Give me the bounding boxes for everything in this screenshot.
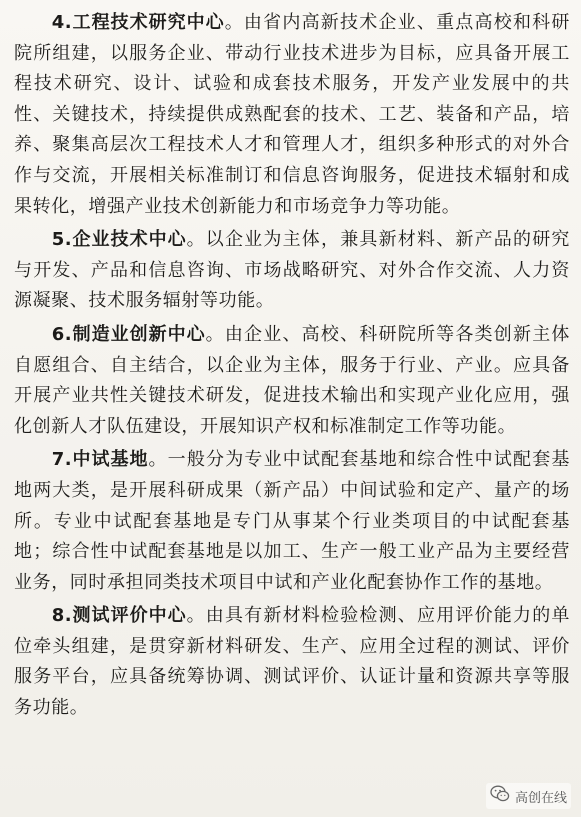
section-5-body: 。以企业为主体，兼具新材料、新产品的研究与开发、产品和信息咨询、市场战略研究、对外合作交流、人力资源凝聚、技术服务辐射等功能。 bbox=[14, 229, 571, 312]
section-6-heading: 6.制造业创新中心 bbox=[51, 323, 206, 345]
document-content bbox=[14, 8, 570, 727]
section-5-heading: 5.企业技术中心 bbox=[51, 229, 187, 251]
section-8-paragraph bbox=[14, 601, 570, 723]
source-watermark bbox=[486, 783, 571, 809]
section-7-paragraph bbox=[14, 445, 570, 598]
section-4-paragraph bbox=[14, 8, 570, 222]
section-5-paragraph bbox=[14, 225, 570, 317]
wechat-icon bbox=[490, 785, 510, 807]
section-7-heading: 7.中试基地 bbox=[51, 449, 149, 471]
section-8-heading: 8.测试评价中心 bbox=[51, 605, 187, 627]
section-8-body: 。由具有新材料检验检测、应用评价能力的单位牵头组建，是贯穿新材料研发、生产、应用全过程的测试、评价服务平台，应具备统筹协调、测试评价、认证计量和资源共享等服务功能。 bbox=[14, 605, 571, 719]
section-6-body: 。由企业、高校、科研院所等各类创新主体自愿组合、自主结合，以企业为主体，服务于行业、产业。应具备开展产业共性关键技术研发，促进技术输出和实现产业化应用，强化创新人才队伍建设，开展知识产权和标准制定工作等功能。 bbox=[14, 323, 570, 437]
section-7-body: 。一般分为专业中试配套基地和综合性中试配套基地两大类，是开展科研成果（新产品）中间试验和定产、量产的场所。专业中试配套基地是专门从事某个行业类项目的中试配套基地；综合性中试配套基地是以加工、生产一般工业产品为主要经营业务，同时承担同类技术项目中试和产业化配套协作工作的基地。 bbox=[14, 449, 571, 593]
section-4-body: 。由省内高新技术企业、重点高校和科研院所组建，以服务企业、带动行业技术进步为目标，应具备开展工程技术研究、设计、试验和成套技术服务，开发产业发展中的共性、关键技术，持续提供成熟配套的技术、工艺、装备和产品，培养、聚集高层次工程技术人才和管理人才，组织多种形式的对外合作与交流，开展相关标准制订和信息咨询服务，促进技术辐射和成果转化，增强产业技术创新能力和市场竞争力等功能。 bbox=[14, 12, 570, 217]
section-4-heading: 4.工程技术研究中心 bbox=[51, 12, 225, 33]
watermark-text: 高创在线 bbox=[514, 790, 567, 806]
section-6-paragraph bbox=[14, 320, 570, 442]
